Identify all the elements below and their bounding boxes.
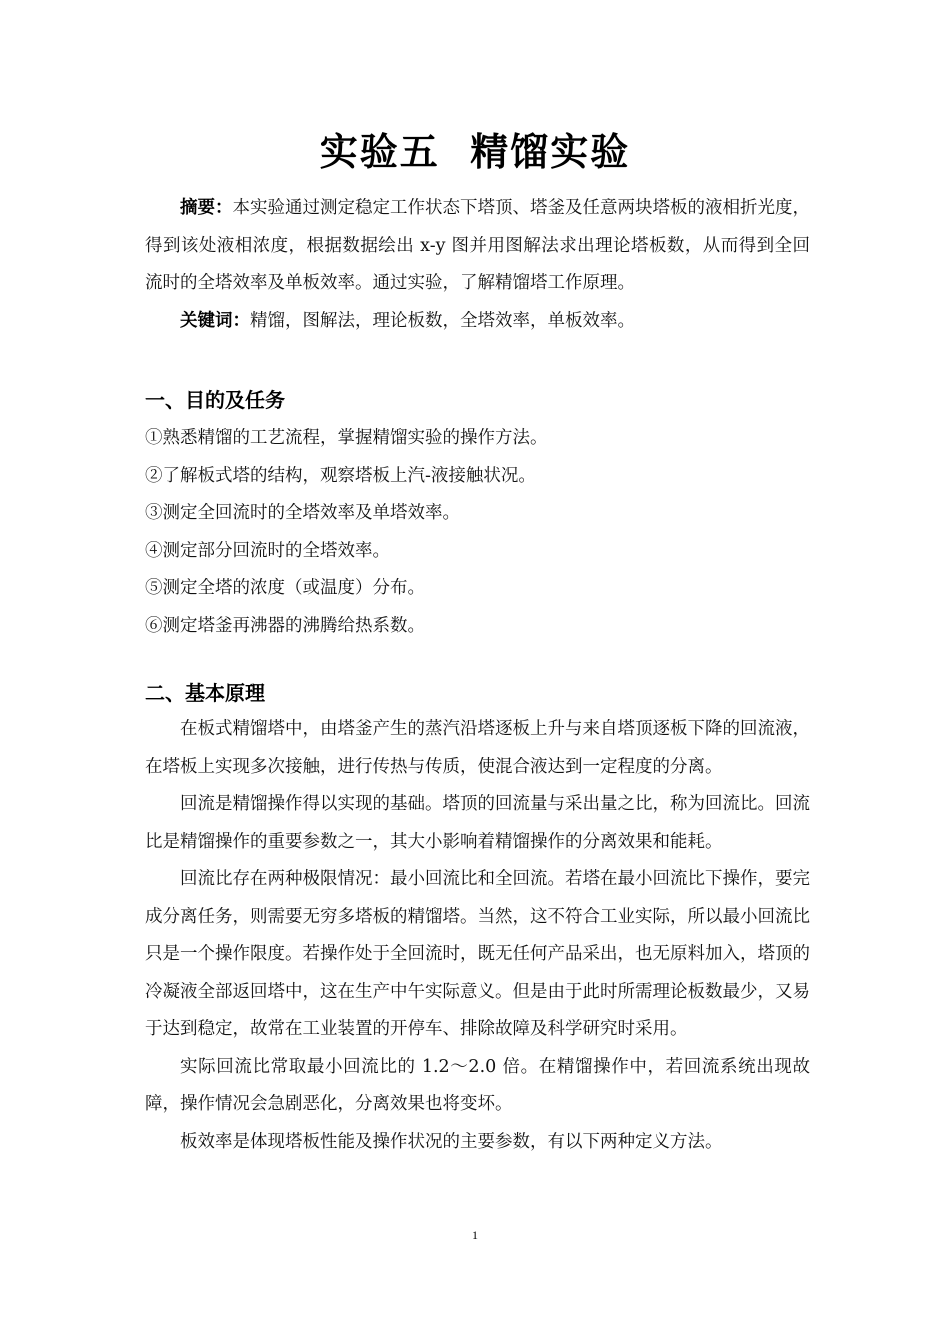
keywords-label: 关键词： (180, 310, 250, 331)
keywords-text: 精馏，图解法，理论板数，全塔效率，单板效率。 (250, 310, 635, 331)
page-number: 1 (472, 1228, 478, 1242)
keywords-paragraph (145, 303, 810, 341)
abstract-paragraph (145, 190, 810, 303)
document-body (145, 190, 810, 1161)
section-heading-purpose: 一、目的及任务 (145, 388, 285, 412)
section-heading-principle: 二、基本原理 (145, 681, 265, 705)
list-item: ②了解板式塔的结构，观察塔板上汽-液接触状况。 (145, 465, 536, 486)
list-item: ①熟悉精馏的工艺流程，掌握精馏实验的操作方法。 (145, 428, 548, 448)
list-item: ④测定部分回流时的全塔效率。 (145, 540, 390, 561)
abstract-text: 本实验通过测定稳定工作状态下塔顶、塔釜及任意两块塔板的液相折光度，得到该处液相浓度，根据数据绘出 x-y 图并用图解法求出理论塔板数，从而得到全回流时的全塔效率及单板效率。通过实验，了解精馏塔工作原理。 (145, 198, 810, 293)
page-title: 实验五 精馏实验 (319, 130, 631, 174)
list-item: ⑥测定塔釜再沸器的沸腾给热系数。 (145, 615, 425, 636)
list-item: ③测定全回流时的全塔效率及单塔效率。 (145, 503, 460, 523)
body-paragraph: 回流是精馏操作得以实现的基础。塔顶的回流量与采出量之比，称为回流比。回流比是精馏操作的重要参数之一，其大小影响着精馏操作的分离效果和能耗。 (145, 794, 810, 852)
body-paragraph: 实际回流比常取最小回流比的 1.2～2.0 倍。在精馏操作中，若回流系统出现故障，操作情况会急剧恶化，分离效果也将变坏。 (145, 1056, 810, 1114)
body-paragraph: 回流比存在两种极限情况：最小回流比和全回流。若塔在最小回流比下操作，要完成分离任务，则需要无穷多塔板的精馏塔。当然，这不符合工业实际，所以最小回流比只是一个操作限度。若操作处于全回流时，既无任何产品采出，也无原料加入，塔顶的冷凝液全部返回塔中，这在生产中午实际意义。但是由于此时所需理论板数最少，又易于达到稳定，故常在工业装置的开停车、排除故障及科学研究时采用。 (145, 869, 810, 1039)
body-paragraph: 板效率是体现塔板性能及操作状况的主要参数，有以下两种定义方法。 (180, 1131, 723, 1152)
body-paragraph: 在板式精馏塔中，由塔釜产生的蒸汽沿塔逐板上升与来自塔顶逐板下降的回流液，在塔板上实现多次接触，进行传热与传质，使混合液达到一定程度的分离。 (145, 719, 810, 777)
abstract-label: 摘要： (180, 198, 233, 218)
list-item: ⑤测定全塔的浓度（或温度）分布。 (145, 578, 425, 598)
purpose-list (145, 420, 810, 645)
